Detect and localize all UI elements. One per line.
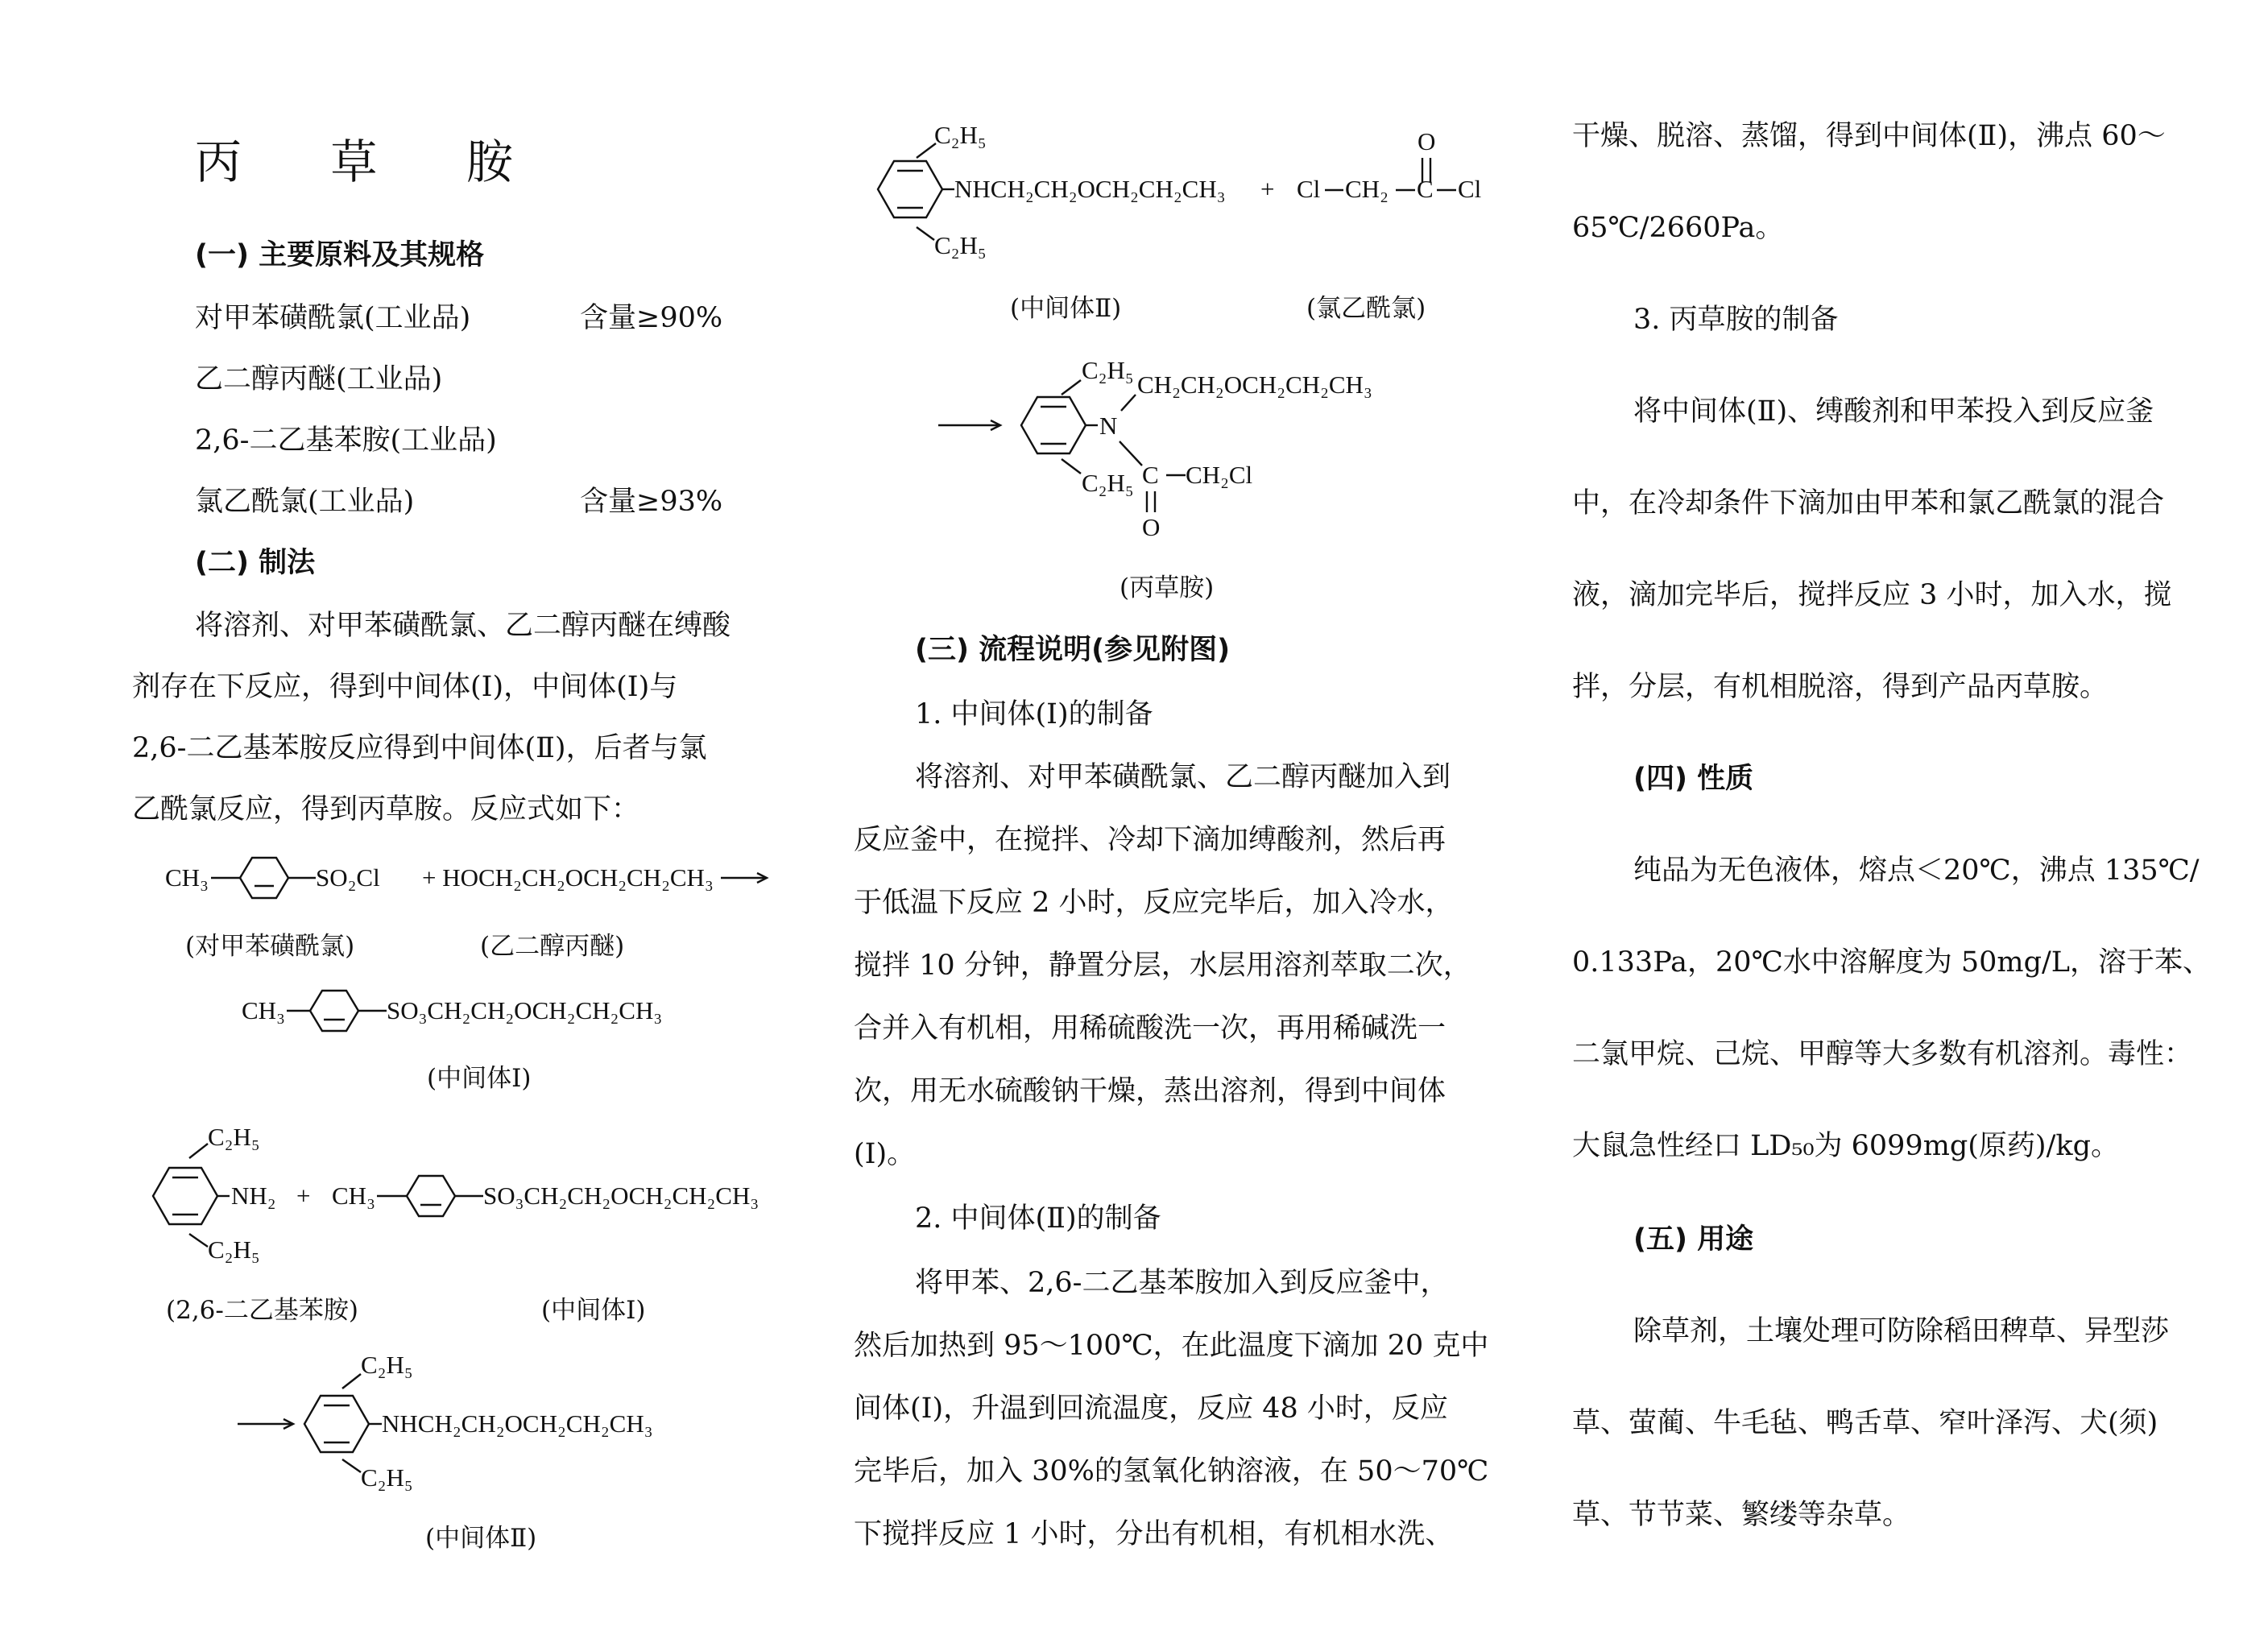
paragraph-line: 0.133Pa，20℃水中溶解度为 50mg/L，溶于苯、 xyxy=(1572,946,2212,979)
paragraph-line: 下搅拌反应 1 小时，分出有机相，有机相水洗、 xyxy=(854,1518,1454,1550)
svg-text:C₂H₅: C₂H₅ xyxy=(934,231,987,259)
subheading: 3. 丙草胺的制备 xyxy=(1633,304,1839,336)
compound-label: (2,6-二乙基苯胺) xyxy=(166,1296,358,1325)
paragraph-line: 干燥、脱溶、蒸馏，得到中间体(Ⅱ)，沸点 60～ xyxy=(1572,120,2166,152)
section-heading-process: (三) 流程说明(参见附图) xyxy=(915,634,1231,666)
material-spec: 含量≥93% xyxy=(580,486,723,518)
svg-text:CH₂CH₂OCH₂CH₂CH₃: CH₂CH₂OCH₂CH₂CH₃ xyxy=(1137,370,1372,399)
paragraph-line: 液，滴加完毕后，搅拌反应 3 小时，加入水，搅 xyxy=(1572,579,2172,611)
svg-text:SO₂Cl: SO₂Cl xyxy=(316,863,380,892)
svg-text:C₂H₅: C₂H₅ xyxy=(208,1123,260,1151)
compound-label: (乙二醇丙醚) xyxy=(480,932,625,961)
svg-text:CH₃: CH₃ xyxy=(242,996,285,1024)
paragraph-line: 2,6-二乙基苯胺反应得到中间体(Ⅱ)，后者与氯 xyxy=(132,732,707,764)
svg-text:C₂H₅: C₂H₅ xyxy=(208,1235,260,1264)
compound-label: (中间体Ⅱ) xyxy=(425,1524,537,1553)
svg-text:+: + xyxy=(296,1182,311,1210)
paragraph-line: 草、萤蔺、牛毛毡、鸭舌草、窄叶泽泻、犬(须) xyxy=(1572,1407,2158,1439)
paragraph-line: 拌，分层，有机相脱溶，得到产品丙草胺。 xyxy=(1572,671,2109,703)
paragraph-line: 乙酰氯反应，得到丙草胺。反应式如下： xyxy=(132,793,640,826)
paragraph-line: 中，在冷却条件下滴加由甲苯和氯乙酰氯的混合 xyxy=(1572,487,2165,519)
svg-text:SO₃CH₂CH₂OCH₂CH₂CH₃: SO₃CH₂CH₂OCH₂CH₂CH₃ xyxy=(387,996,663,1024)
section-heading-properties: (四) 性质 xyxy=(1633,763,1754,795)
compound-label: (丙草胺) xyxy=(1120,573,1215,602)
paragraph-line: 大鼠急性经口 LD₅₀为 6099mg(原药)/kg。 xyxy=(1572,1130,2119,1162)
svg-text:C₂H₅: C₂H₅ xyxy=(1082,469,1134,497)
paragraph-line: 草、节节菜、繁缕等杂草。 xyxy=(1572,1499,1911,1531)
paragraph-line: 合并入有机相，用稀硫酸洗一次，再用稀碱洗一 xyxy=(854,1012,1446,1045)
paragraph-line: (Ⅰ)。 xyxy=(854,1138,916,1170)
svg-text:C₂H₅: C₂H₅ xyxy=(934,121,987,149)
paragraph-line: 反应釜中，在搅拌、冷却下滴加缚酸剂，然后再 xyxy=(854,824,1446,856)
svg-text:O: O xyxy=(1418,127,1436,155)
material-name: 对甲苯磺酰氯(工业品) xyxy=(195,302,471,334)
svg-text:CH₃: CH₃ xyxy=(165,863,209,892)
svg-text:+ HOCH₂CH₂OCH₂CH₂CH₃: + HOCH₂CH₂OCH₂CH₂CH₃ xyxy=(422,863,714,892)
svg-text:Cl: Cl xyxy=(1458,175,1482,203)
svg-text:C₂H₅: C₂H₅ xyxy=(361,1463,413,1492)
paragraph-line: 将中间体(Ⅱ)、缚酸剂和甲苯投入到反应釜 xyxy=(1633,395,2154,428)
svg-text:Cl: Cl xyxy=(1297,175,1321,203)
svg-text:CH₂: CH₂ xyxy=(1345,175,1389,203)
paragraph-line: 间体(Ⅰ)，升温到回流温度，反应 48 小时，反应 xyxy=(854,1393,1448,1425)
svg-text:+: + xyxy=(1260,175,1275,203)
paragraph-line: 完毕后，加入 30%的氢氧化钠溶液，在 50～70℃ xyxy=(854,1455,1489,1488)
material-name: 氯乙酰氯(工业品) xyxy=(195,486,415,518)
paragraph-line: 于低温下反应 2 小时，反应完毕后，加入冷水， xyxy=(854,887,1454,919)
svg-text:C: C xyxy=(1417,175,1434,203)
svg-text:SO₃CH₂CH₂OCH₂CH₂CH₃: SO₃CH₂CH₂OCH₂CH₂CH₃ xyxy=(483,1182,759,1210)
paragraph-line: 将甲苯、2,6-二乙基苯胺加入到反应釜中， xyxy=(915,1267,1449,1299)
paragraph-line: 然后加热到 95～100℃，在此温度下滴加 20 克中 xyxy=(854,1330,1489,1362)
compound-label: (中间体Ⅰ) xyxy=(427,1064,532,1093)
material-name: 2,6-二乙基苯胺(工业品) xyxy=(195,424,497,457)
material-spec: 含量≥90% xyxy=(580,302,723,334)
paragraph-line: 纯品为无色液体，熔点＜20℃，沸点 135℃/ xyxy=(1633,855,2200,887)
compound-label: (对甲苯磺酰氯) xyxy=(185,932,355,961)
svg-text:C₂H₅: C₂H₅ xyxy=(1082,356,1134,384)
paragraph-line: 除草剂，土壤处理可防除稻田稗草、异型莎 xyxy=(1633,1315,2170,1347)
compound-label: (中间体Ⅰ) xyxy=(541,1296,646,1325)
paragraph-line: 搅拌 10 分钟，静置分层，水层用溶剂萃取二次， xyxy=(854,950,1471,982)
svg-text:CH₂Cl: CH₂Cl xyxy=(1186,461,1253,489)
page-title: 丙 草 胺 xyxy=(195,135,550,189)
svg-text:N: N xyxy=(1099,412,1118,440)
paragraph-line: 剂存在下反应，得到中间体(Ⅰ)，中间体(Ⅰ)与 xyxy=(132,671,678,703)
svg-text:CH₃: CH₃ xyxy=(332,1182,375,1210)
compound-label: (中间体Ⅱ) xyxy=(1010,294,1122,323)
material-name: 乙二醇丙醚(工业品) xyxy=(195,363,443,395)
subheading: 2. 中间体(Ⅱ)的制备 xyxy=(915,1202,1161,1235)
paragraph-line: 将溶剂、对甲苯磺酰氯、乙二醇丙醚在缚酸 xyxy=(195,610,731,642)
svg-text:NHCH₂CH₂OCH₂CH₂CH₃: NHCH₂CH₂OCH₂CH₂CH₃ xyxy=(954,175,1226,203)
subheading: 1. 中间体(Ⅰ)的制备 xyxy=(915,698,1153,730)
svg-text:O: O xyxy=(1142,513,1161,541)
paragraph-line: 次，用无水硫酸钠干燥，蒸出溶剂，得到中间体 xyxy=(854,1075,1446,1107)
svg-text:C: C xyxy=(1142,461,1159,489)
paragraph-line: 65℃/2660Pa。 xyxy=(1572,212,1784,244)
compound-label: (氯乙酰氯) xyxy=(1306,294,1426,323)
section-heading-materials: (一) 主要原料及其规格 xyxy=(195,239,485,271)
paragraph-line: 将溶剂、对甲苯磺酰氯、乙二醇丙醚加入到 xyxy=(915,761,1451,793)
svg-text:C₂H₅: C₂H₅ xyxy=(361,1351,413,1379)
section-heading-method: (二) 制法 xyxy=(195,547,316,579)
paragraph-line: 二氯甲烷、己烷、甲醇等大多数有机溶剂。毒性： xyxy=(1572,1038,2193,1070)
svg-text:NH₂: NH₂ xyxy=(231,1182,276,1210)
svg-text:NHCH₂CH₂OCH₂CH₂CH₃: NHCH₂CH₂OCH₂CH₂CH₃ xyxy=(382,1409,653,1438)
section-heading-uses: (五) 用途 xyxy=(1633,1223,1754,1256)
